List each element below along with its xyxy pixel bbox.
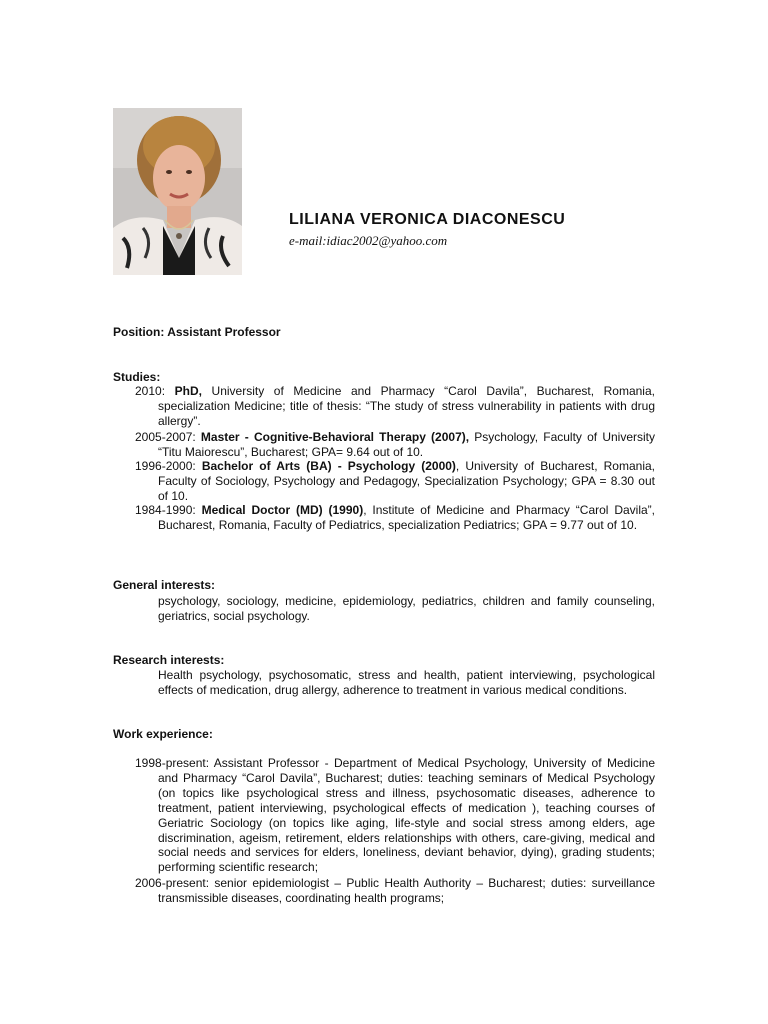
study-date: 1996-2000:: [135, 459, 202, 473]
study-entry: [135, 430, 655, 460]
email-address[interactable]: e-mail:idiac2002@yahoo.com: [289, 233, 448, 248]
study-degree: Master - Cognitive-Behavioral Therapy (2007),: [200, 430, 470, 444]
position-line: Position: Assistant Professor: [113, 325, 281, 339]
general-interests-heading: General interests:: [113, 578, 216, 592]
work-entry: 2006-present: senior epidemiologist – Public Health Authority – Bucharest; duties: surveillance transmissible diseases, coordinating health programs;: [135, 876, 655, 905]
study-entry: [135, 384, 655, 429]
study-degree: PhD,: [174, 384, 202, 398]
study-entry: [135, 459, 655, 504]
portrait-image: [113, 108, 242, 275]
person-name: LILIANA VERONICA DIACONESCU: [289, 211, 566, 228]
work-entry: 1998-present: Assistant Professor - Department of Medical Psychology, University of Medicine and Pharmacy “Carol Davila”, Bucharest; duties: teaching seminars of Medical Psychology (on topics like psychological stress and illness, psychosomatic diseases, adherence to treatment, patient interviewing, psychological effects of medication ), teaching courses of Geriatric Sociology (on topics like aging, life-style and social stress among elders, age discrimination, ageism, retirement, elders relationships with others, care-giving, medical and social needs and services for elders, loneliness, deviant behavior, dying), grading students; performing scientific research;: [135, 756, 655, 875]
study-entry: [135, 503, 655, 533]
study-details: , Institute of Medicine and Pharmacy “Carol Davila”, Bucharest, Romania, Faculty of Pediatrics, specialization Pediatrics; GPA = 9.77 out of 10.: [158, 503, 655, 532]
research-interests-text: Health psychology, psychosomatic, stress and health, patient interviewing, psychological effects of medication, drug allergy, adherence to treatment in various medical conditions.: [158, 668, 655, 697]
portrait-photo: [113, 108, 242, 275]
study-date: 2010:: [135, 384, 175, 398]
study-details: Psychology, Faculty of University “Titu Maiorescu”, Bucharest; GPA= 9.64 out of 10.: [158, 430, 655, 459]
study-details: University of Medicine and Pharmacy “Carol Davila”, Bucharest, Romania, specialization Medicine; title of thesis: “The study of stress vulnerability in patients with drug allergy”.: [158, 384, 655, 428]
study-degree: Medical Doctor (MD) (1990): [201, 503, 364, 517]
studies-heading: Studies:: [113, 370, 161, 384]
work-experience-heading: Work experience:: [113, 727, 213, 741]
study-degree: Bachelor of Arts (BA) - Psychology (2000): [201, 459, 456, 473]
study-date: 2005-2007:: [135, 430, 201, 444]
study-date: 1984-1990:: [135, 503, 202, 517]
research-interests-heading: Research interests:: [113, 653, 225, 667]
study-details: , University of Bucharest, Romania, Faculty of Sociology, Psychology and Pedagogy, Specialization Psychology; GPA = 8.30 out of 10.: [158, 459, 655, 503]
general-interests-text: psychology, sociology, medicine, epidemiology, pediatrics, children and family counseling, geriatrics, social psychology.: [158, 594, 655, 623]
